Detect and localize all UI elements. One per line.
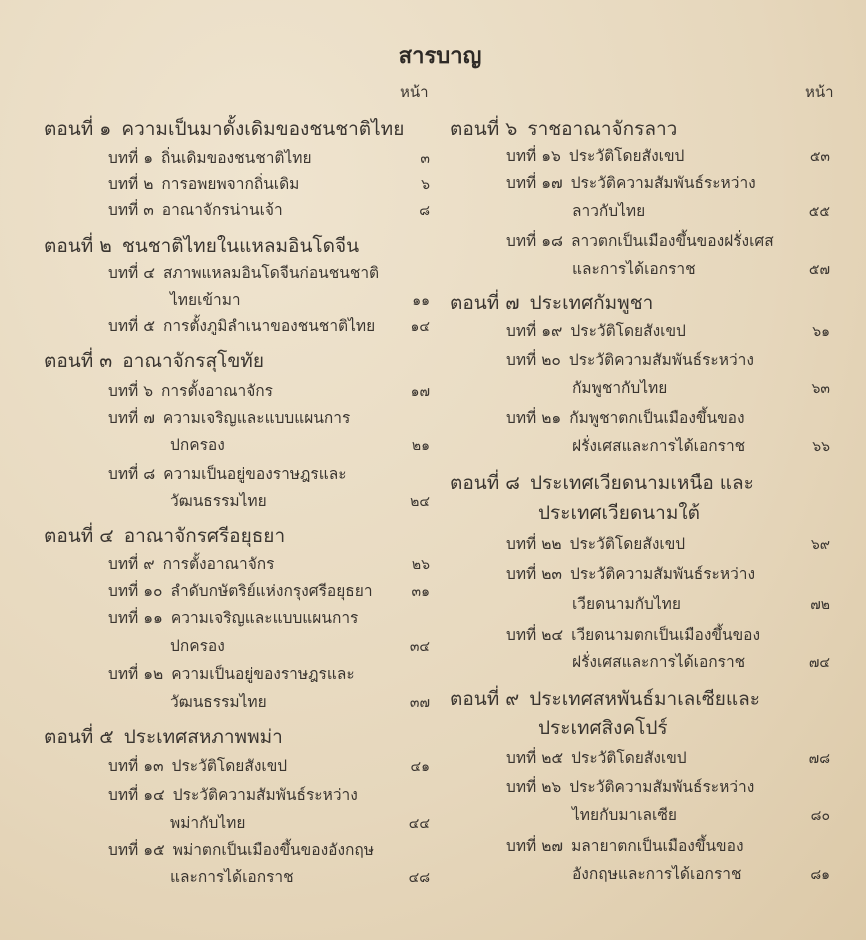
page-number: ๔๔ [408,816,430,832]
page-number: ๖๖ [812,439,830,455]
chapter-entry [108,605,358,630]
chapter-title: ประวัติโดยสังเขป [171,757,288,775]
part-title: ประเทศกัมพูชา [529,292,654,314]
part-heading [450,684,760,714]
part-title: ราชอาณาจักรลาว [527,118,678,140]
part-heading [44,231,359,261]
chapter-entry [108,313,375,338]
chapter-title: เวียดนามตกเป็นเมืองขึ้นของ [571,626,761,644]
chapter-entry [108,197,283,222]
chapter-entry [506,833,744,858]
page-number: ๑๑ [412,293,430,309]
page-number: ๘๐ [810,808,830,824]
chapter-number: บทที่ ๒๑ [506,409,562,427]
chapter-title: การอพยพจากถิ่นเดิม [161,175,300,193]
chapter-entry [108,260,379,285]
chapter-title: ถิ่นเดิมของชนชาติไทย [161,149,312,167]
chapter-number: บทที่ ๘ [108,465,156,483]
chapter-entry [506,228,774,253]
part-heading [450,288,653,318]
part-title: ประเทศสหพันธ์มาเลเซียและ [529,688,760,710]
chapter-title: ลาวตกเป็นเมืองขึ้นของฝรั่งเศส [571,232,774,250]
chapter-number: บทที่ ๒๐ [506,351,561,369]
chapter-entry [506,745,687,770]
chapter-number: บทที่ ๑๒ [108,665,164,683]
chapter-title-continued: ไทยเข้ามา [170,291,241,309]
chapter-number: บทที่ ๒๓ [506,565,563,583]
chapter-number: บทที่ ๒๕ [506,749,564,767]
chapter-title: การตั้งภูมิลำเนาของชนชาติไทย [162,317,376,335]
chapter-number: บทที่ ๑๘ [506,232,563,250]
chapter-title: สภาพแหลมอินโดจีนก่อนชนชาติ [162,264,380,282]
chapter-entry [108,661,355,686]
chapter-number: บทที่ ๑๐ [108,582,163,600]
chapter-entry [506,170,756,195]
chapter-title-continued: กัมพูชากับไทย [572,379,668,397]
chapter-title: ประวัติโดยสังเขป [568,147,685,165]
chapter-entry [108,578,373,603]
part-number: ตอนที่ ๗ [450,292,520,314]
chapter-number: บทที่ ๑๖ [506,147,561,165]
chapter-entry [506,347,754,372]
chapter-title: ประวัติความสัมพันธ์ระหว่าง [568,351,754,369]
part-number: ตอนที่ ๕ [44,726,114,748]
chapter-title-continued: พม่ากับไทย [170,814,246,832]
chapter-entry [108,782,358,807]
part-number: ตอนที่ ๔ [44,525,114,547]
part-heading [450,114,677,144]
page-number: ๒๖ [411,557,430,573]
chapter-title: กัมพูชาตกเป็นเมืองขึ้นของ [569,409,745,427]
chapter-entry [506,774,754,799]
page-number: ๕๗ [808,262,830,278]
chapter-title-continued: และการได้เอกราช [572,260,696,278]
page-number: ๓๗ [409,695,430,711]
page-number: ๖๑ [812,324,830,340]
chapter-title-continued: เวียดนามกับไทย [572,595,681,613]
chapter-title-continued: ลาวกับไทย [572,202,646,220]
page-number: ๖๓ [811,381,830,397]
chapter-entry [108,378,273,403]
page-number: ๖ [421,177,430,193]
chapter-entry [506,143,684,168]
part-title: อาณาจักรสุโขทัย [122,350,264,372]
page-number: ๒๔ [410,494,430,510]
chapter-number: บทที่ ๓ [108,201,154,219]
chapter-entry [506,318,686,343]
chapter-number: บทที่ ๑๔ [108,786,165,804]
chapter-title: ความเจริญและแบบแผนการ [162,409,351,427]
chapter-title-continued: ปกครอง [170,436,225,454]
chapter-title-continued: ฝรั่งเศสและการได้เอกราช [572,437,746,455]
part-heading [450,468,754,498]
part-number: ตอนที่ ๒ [44,235,112,257]
chapter-number: บทที่ ๒๖ [506,778,562,796]
chapter-entry [108,461,347,486]
chapter-title: ความเป็นอยู่ของราษฎรและ [163,465,347,483]
chapter-title-continued: ไทยกับมาเลเซีย [572,806,677,824]
page-number: ๑๔ [410,319,430,335]
chapter-title: ลำดับกษัตริย์แห่งกรุงศรีอยุธยา [170,582,373,600]
page-number: ๕๓ [809,149,830,165]
part-title: ประเทศสหภาพพม่า [123,726,283,748]
chapter-title-continued: ปกครอง [170,637,225,655]
chapter-number: บทที่ ๔ [108,264,155,282]
chapter-title: อาณาจักรน่านเจ้า [161,201,283,219]
part-title: ประเทศเวียดนามเหนือ และ [529,472,754,494]
chapter-entry [108,551,275,576]
part-number: ตอนที่ ๙ [450,688,520,710]
chapter-number: บทที่ ๗ [108,409,155,427]
chapter-title: ประวัติโดยสังเขป [569,535,686,553]
chapter-number: บทที่ ๒ [108,175,154,193]
part-number: ตอนที่ ๑ [44,118,112,140]
part-heading [44,114,404,144]
part-number: ตอนที่ ๓ [44,350,113,372]
chapter-number: บทที่ ๑ [108,149,154,167]
chapter-title: ความเจริญและแบบแผนการ [170,609,359,627]
chapter-title: ประวัติความสัมพันธ์ระหว่าง [172,786,358,804]
chapter-number: บทที่ ๑๑ [108,609,163,627]
part-title: อาณาจักรศรีอยุธยา [123,525,286,547]
part-heading [44,722,283,752]
part-number: ตอนที่ ๘ [450,472,520,494]
chapter-title: พม่าตกเป็นเมืองขึ้นของอังกฤษ [172,841,375,859]
chapter-title: มลายาตกเป็นเมืองขึ้นของ [571,837,744,855]
chapter-title-continued: ฝรั่งเศสและการได้เอกราช [572,653,746,671]
chapter-entry [506,561,755,586]
chapter-entry [108,837,374,862]
chapter-number: บทที่ ๑๕ [108,841,165,859]
chapter-number: บทที่ ๕ [108,317,155,335]
part-title: ความเป็นมาดั้งเดิมของชนชาติไทย [121,118,405,140]
page-number: ๘ [419,203,430,219]
chapter-entry [506,531,685,556]
chapter-title: ประวัติโดยสังเขป [570,322,686,340]
chapter-title: ประวัติความสัมพันธ์ระหว่าง [569,778,755,796]
chapter-entry [108,145,312,170]
chapter-number: บทที่ ๒๒ [506,535,562,553]
chapter-entry [108,753,287,778]
chapter-number: บทที่ ๒๗ [506,837,564,855]
part-title-continued: ประเทศสิงคโปร์ [538,717,668,739]
part-heading [44,346,264,376]
page-number: ๘๑ [810,867,830,883]
page-column-label: หน้า [805,83,834,101]
chapter-title-continued: วัฒนธรรมไทย [170,492,267,510]
chapter-title: การตั้งอาณาจักร [162,555,275,573]
page-number: ๔๑ [410,759,430,775]
chapter-title: ความเป็นอยู่ของราษฎรและ [171,665,355,683]
chapter-title: ประวัติความสัมพันธ์ระหว่าง [570,565,756,583]
page-column-label: หน้า [400,83,429,101]
chapter-entry [506,405,745,430]
chapter-number: บทที่ ๖ [108,382,154,400]
chapter-number: บทที่ ๒๔ [506,626,564,644]
page-number: ๕๕ [808,204,830,220]
page-number: ๑๗ [410,384,430,400]
page-number: ๓ [420,151,430,167]
chapter-entry [108,405,350,430]
chapter-entry [108,171,299,196]
chapter-number: บทที่ ๑๗ [506,174,563,192]
chapter-title: ประวัติโดยสังเขป [571,749,687,767]
chapter-number: บทที่ ๑๓ [108,757,164,775]
page-number: ๓๔ [409,639,430,655]
page-title: สารบาญ [398,43,482,69]
page-number: ๖๙ [810,537,830,553]
chapter-title: ประวัติความสัมพันธ์ระหว่าง [570,174,756,192]
chapter-title-continued: วัฒนธรรมไทย [170,693,267,711]
chapter-number: บทที่ ๙ [108,555,155,573]
chapter-title-continued: อังกฤษและการได้เอกราช [572,865,742,883]
page-number: ๓๑ [411,584,430,600]
page-number: ๔๘ [408,870,430,886]
chapter-title: การตั้งอาณาจักร [161,382,273,400]
part-title-continued: ประเทศเวียดนามใต้ [538,502,700,524]
page-number: ๗๔ [808,655,830,671]
part-heading [44,521,285,551]
part-title: ชนชาติไทยในแหลมอินโดจีน [121,235,360,257]
chapter-number: บทที่ ๑๙ [506,322,563,340]
page-number: ๗๘ [808,751,830,767]
page-number: ๒๑ [411,438,430,454]
chapter-title-continued: และการได้เอกราช [170,868,294,886]
chapter-entry [506,622,760,647]
part-number: ตอนที่ ๖ [450,118,518,140]
page-number: ๗๒ [810,597,830,613]
